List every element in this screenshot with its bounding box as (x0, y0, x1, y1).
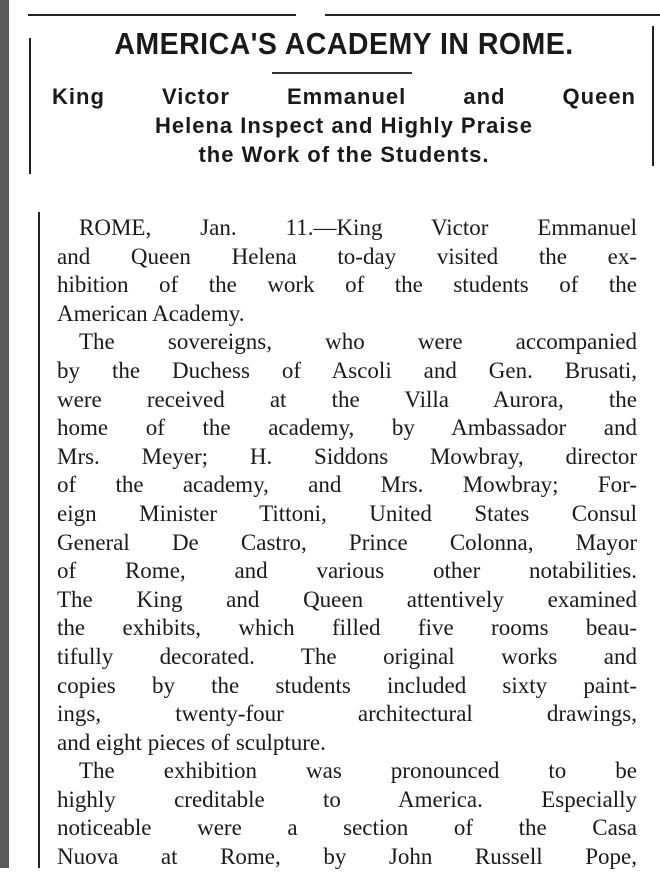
article-line: General De Castro, Prince Colonna, Mayor (57, 529, 637, 555)
article-line: eign Minister Tittoni, United States Consul (57, 500, 637, 526)
article-line: American Academy. (57, 300, 245, 326)
subheadline-line: King Victor Emmanuel and Queen (52, 84, 636, 109)
article-line: The exhibition was pronounced to be (79, 758, 637, 784)
top-rule-left (28, 14, 296, 16)
article-line: copies by the students included sixty paint- (57, 672, 637, 698)
article-line: of Rome, and various other notabilities. (57, 558, 637, 584)
article-line: by the Duchess of Ascoli and Gen. Brusati, (57, 357, 637, 383)
viewer-left-edge (0, 0, 9, 868)
article-line: The King and Queen attentively examined (57, 586, 637, 612)
article-line: and Queen Helena to-day visited the ex- (57, 243, 637, 269)
article-line: noticeable were a section of the Casa (57, 815, 637, 841)
article-line: home of the academy, by Ambassador and (57, 415, 637, 441)
headline: AMERICA'S ACADEMY IN ROME. (114, 26, 574, 61)
headline-box-right-border (652, 26, 654, 166)
article-line: ROME, Jan. 11.—King Victor Emmanuel (79, 215, 637, 240)
top-rule-right (325, 14, 660, 16)
headline-box-left-border (29, 38, 31, 174)
article-line: The sovereigns, who were accompanied (79, 329, 637, 355)
subheadline-line: the Work of the Students. (198, 142, 490, 167)
article-line: highly creditable to America. Especially (57, 786, 637, 812)
article-line: and eight pieces of sculpture. (57, 729, 326, 755)
column-left-border (38, 212, 40, 868)
headline-divider (272, 72, 412, 74)
article-line: of the academy, and Mrs. Mowbray; For- (57, 472, 637, 498)
article-line: hibition of the work of the students of the (57, 272, 637, 298)
article-body (57, 214, 637, 872)
article-line: Nuova at Rome, by John Russell Pope, (57, 844, 637, 870)
article-line: Mrs. Meyer; H. Siddons Mowbray, director (57, 443, 637, 469)
article-line: ings, twenty-four architectural drawings, (57, 701, 637, 727)
subheadline (44, 82, 644, 169)
subheadline-line: Helena Inspect and Highly Praise (154, 113, 533, 138)
article-line: were received at the Villa Aurora, the (57, 386, 637, 412)
article-line: tifully decorated. The original works and (57, 643, 637, 669)
article-line: the exhibits, which filled five rooms beau- (57, 615, 637, 641)
